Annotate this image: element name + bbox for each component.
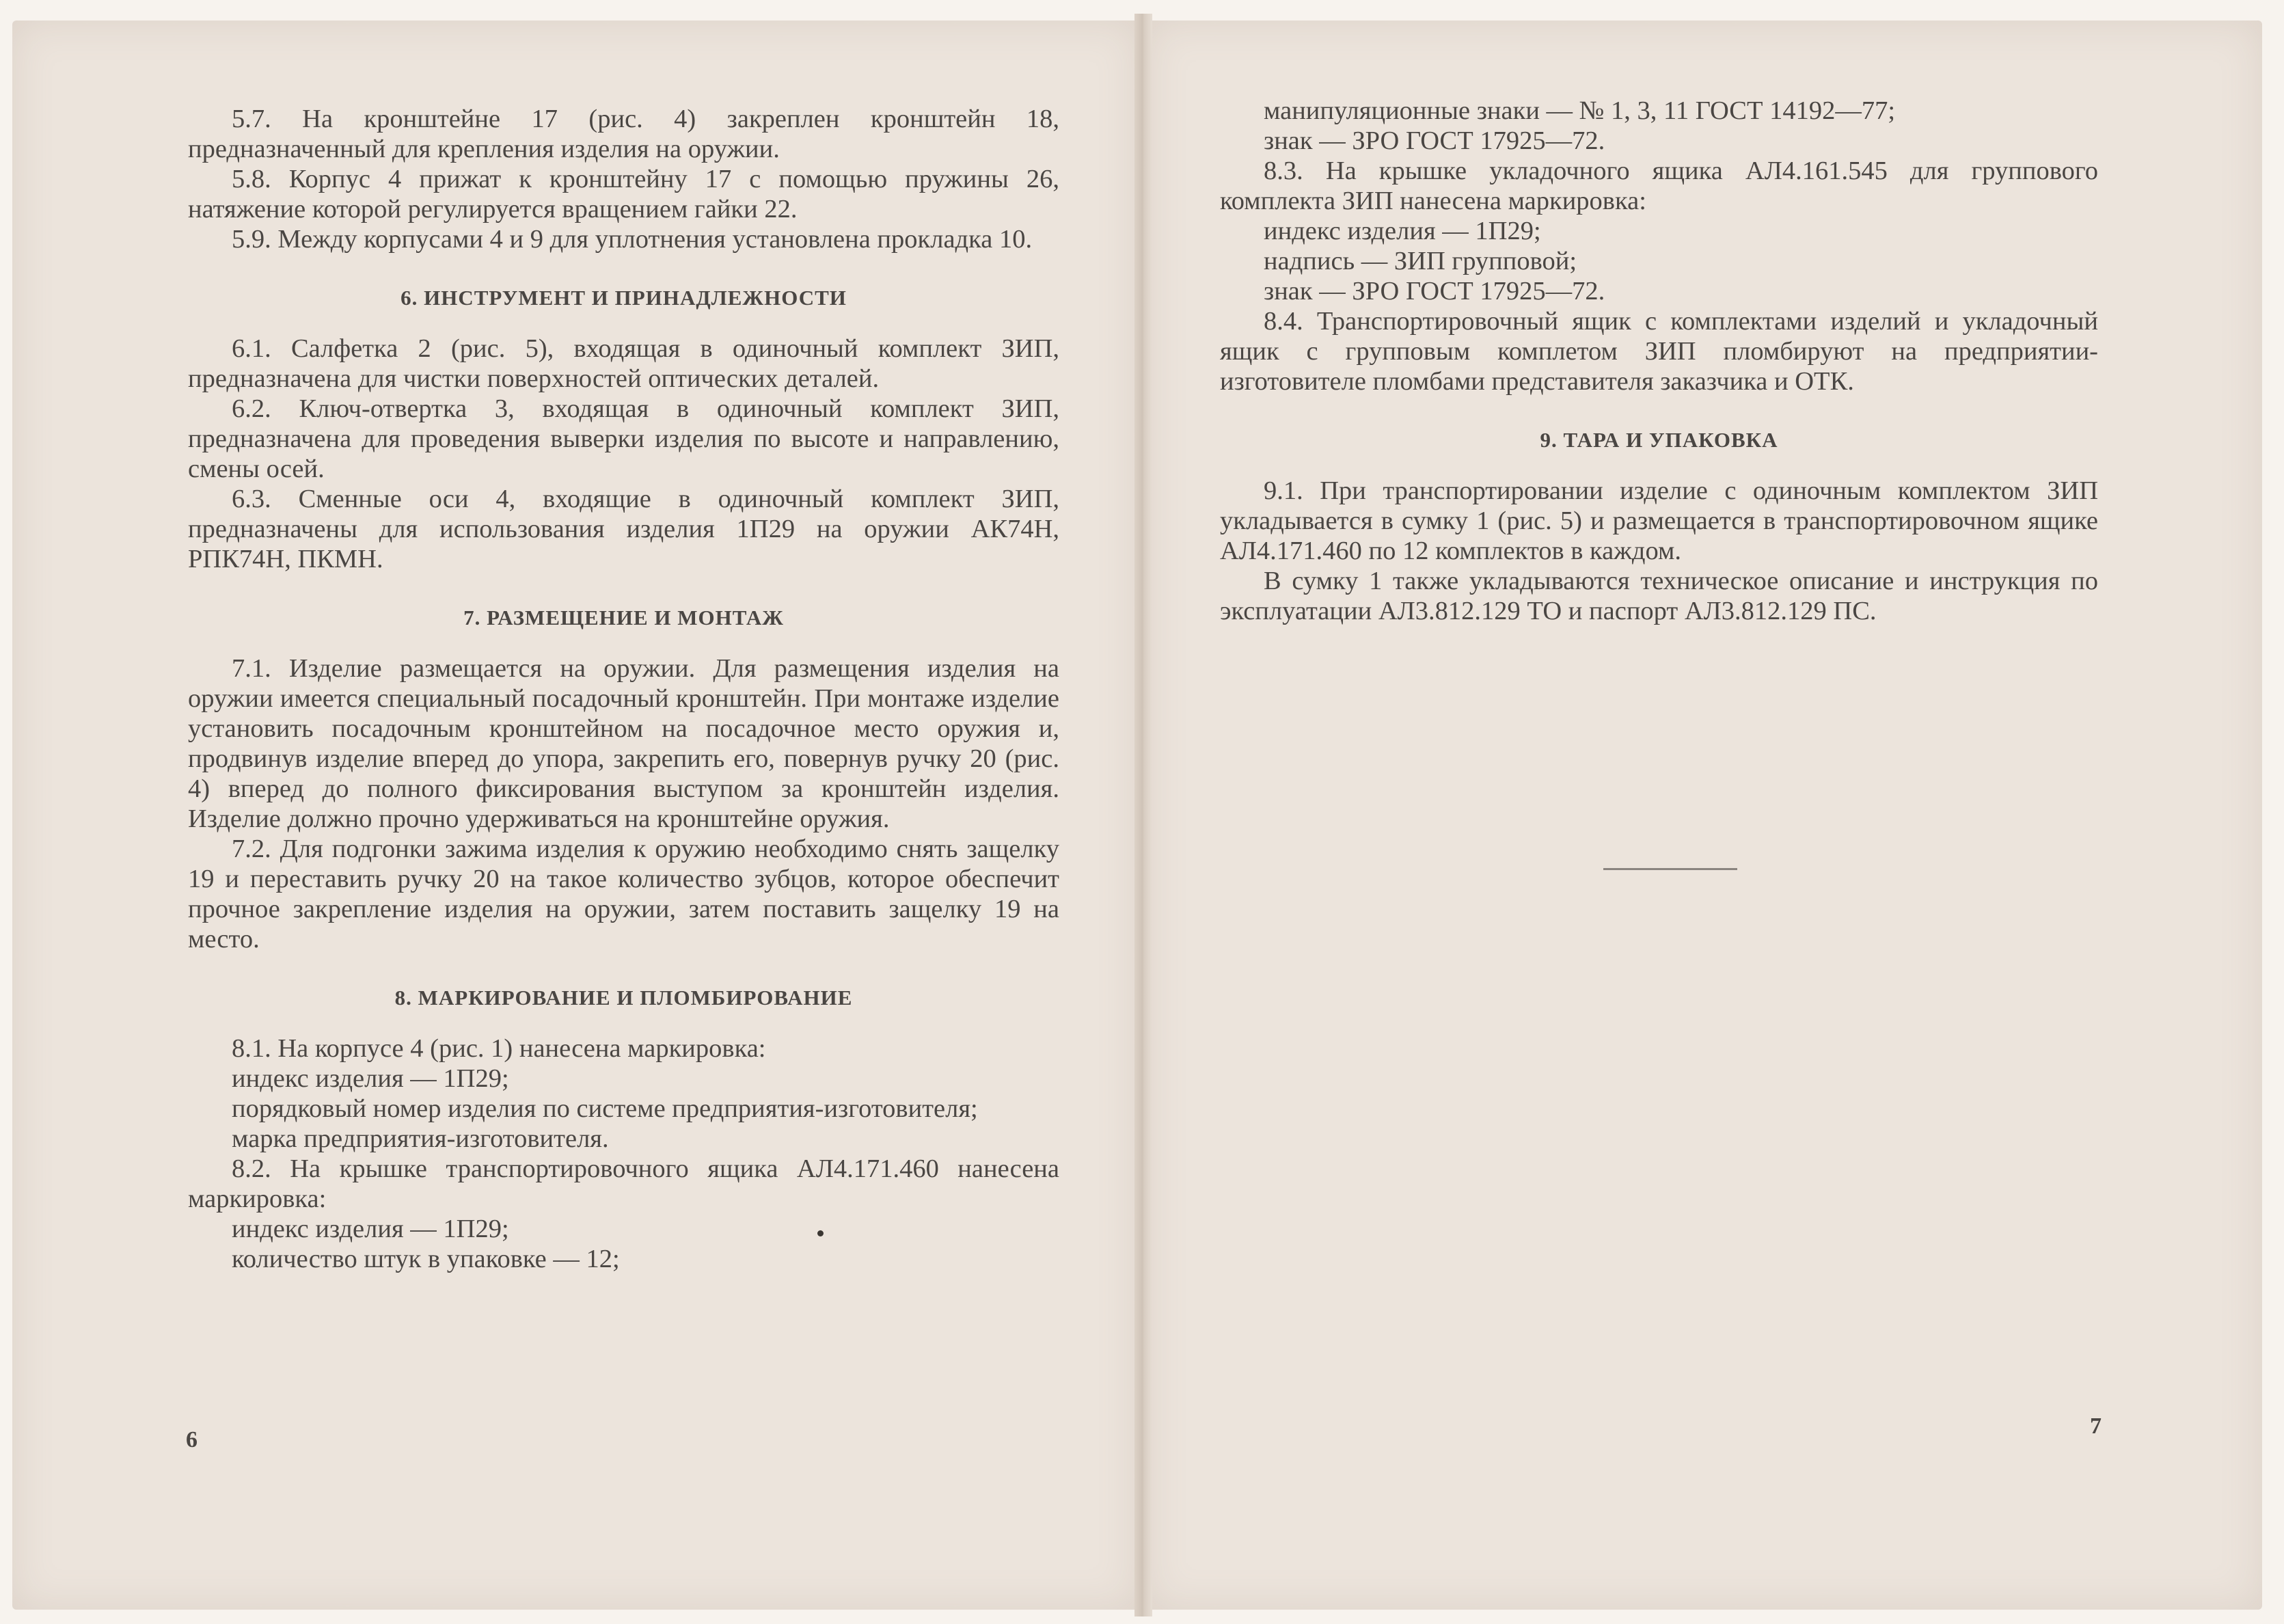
paragraph-6-3: 6.3. Сменные оси 4, входящие в одиночный комплект ЗИП, предназначены для использования изделия 1П29 на оружии АК74Н, РПК74Н, ПКМН. [188, 485, 1059, 573]
ink-speck [817, 1230, 824, 1236]
paragraph-7-2: 7.2. Для подгонки зажима изделия к оружию необходимо снять защелку 19 и переставить ручку 20 на такое количество зубцов, которое обеспечит прочное закрепление изделия на оружии, затем поставить защелку 19 на место. [188, 835, 1059, 953]
heading-section-7: 7. РАЗМЕЩЕНИЕ И МОНТАЖ [463, 606, 784, 630]
page-number-right: 7 [2090, 1413, 2102, 1439]
heading-section-9: 9. ТАРА И УПАКОВКА [1540, 428, 1778, 452]
heading-section-6: 6. ИНСТРУМЕНТ И ПРИНАДЛЕЖНОСТИ [400, 286, 847, 310]
paragraph-8-1-mark: марка предприятия-изготовителя. [232, 1124, 609, 1153]
paragraph-8-3-sign: знак — ЗРО ГОСТ 17925—72. [1264, 277, 1605, 306]
page-number-left: 6 [186, 1427, 198, 1452]
paragraph-6-2: 6.2. Ключ-отвертка 3, входящая в одиночный комплект ЗИП, предназначена для проведения выверки изделия по высоте и направлению, смены осей. [188, 394, 1059, 483]
heading-section-8: 8. МАРКИРОВАНИЕ И ПЛОМБИРОВАНИЕ [394, 986, 853, 1010]
paragraph-8-4: 8.4. Транспортировочный ящик с комплектами изделий и укладочный ящик с групповым комплетом ЗИП пломбируют на предприятии-изготовителе пломбами представителя заказчика и ОТК. [1220, 307, 2098, 396]
paragraph-7-1: 7.1. Изделие размещается на оружии. Для размещения изделия на оружии имеется специальный посадочный кронштейн. При монтаже изделие установить посадочным кронштейном на посадочное место оружия и, продвинув изделие вперед до упора, закрепить его, повернув ручку 20 (рис. 4) вперед до полного фиксирования выступом за кронштейн изделия. Изделие должно прочно удерживаться на кронштейне оружия. [188, 654, 1059, 833]
paragraph-8-2-index: индекс изделия — 1П29; [232, 1215, 509, 1243]
paragraph-5-9: 5.9. Между корпусами 4 и 9 для уплотнения установлена прокладка 10. [232, 225, 1033, 254]
sign-line: знак — ЗРО ГОСТ 17925—72. [1264, 126, 1605, 155]
end-rule [1603, 868, 1737, 870]
paragraph-8-3-index: индекс изделия — 1П29; [1264, 217, 1541, 245]
paragraph-8-2-quantity: количество штук в упаковке — 12; [232, 1245, 620, 1273]
left-page-text [188, 104, 1059, 1274]
paragraph-8-1-index: индекс изделия — 1П29; [232, 1064, 509, 1093]
binding-gutter [1134, 14, 1152, 1616]
paragraph-8-2: 8.2. На крышке транспортировочного ящика АЛ4.171.460 нанесена маркировка: [188, 1154, 1059, 1213]
paragraph-9-1-cont: В сумку 1 также укладываются техническое описание и инструкция по эксплуатации АЛ3.812.129 ТО и паспорт АЛ3.812.129 ПС. [1220, 567, 2098, 625]
paragraph-9-1: 9.1. При транспортировании изделие с одиночным комплектом ЗИП укладывается в сумку 1 (рис. 5) и размещается в транспортировочном ящике АЛ4.171.460 по 12 комплектов в каждом. [1220, 476, 2098, 565]
paragraph-5-8: 5.8. Корпус 4 прижат к кронштейну 17 с помощью пружины 26, натяжение которой регулируется вращением гайки 22. [188, 165, 1059, 224]
paragraph-5-7: 5.7. На кронштейне 17 (рис. 4) закреплен кронштейн 18, предназначенный для крепления изделия на оружии. [188, 105, 1059, 163]
paragraph-8-1: 8.1. На корпусе 4 (рис. 1) нанесена маркировка: [232, 1034, 766, 1063]
paragraph-8-1-serial: порядковый номер изделия по системе предприятия-изготовителя; [232, 1094, 978, 1123]
paragraph-6-1: 6.1. Салфетка 2 (рис. 5), входящая в одиночный комплект ЗИП, предназначена для чистки поверхностей оптических деталей. [188, 334, 1059, 393]
handling-marks-line: манипуляционные знаки — № 1, 3, 11 ГОСТ 14192—77; [1264, 96, 1896, 125]
paragraph-8-3: 8.3. На крышке укладочного ящика АЛ4.161.545 для группового комплекта ЗИП нанесена маркировка: [1220, 157, 2098, 215]
paragraph-8-3-inscription: надпись — ЗИП групповой; [1264, 247, 1577, 275]
right-page-text [1220, 96, 2098, 626]
